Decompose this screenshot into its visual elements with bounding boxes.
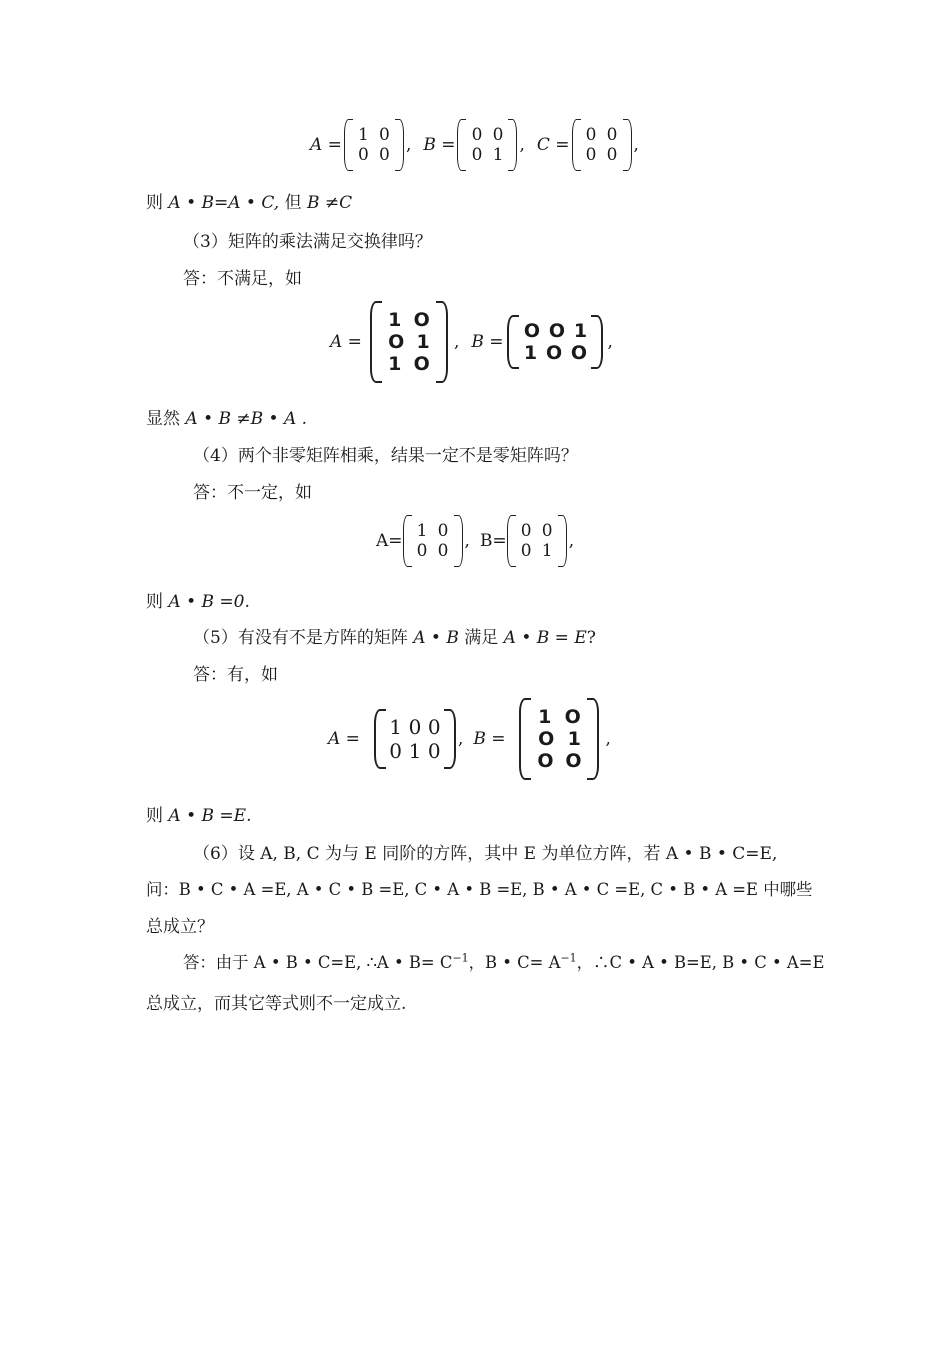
- matrix-cell: 0: [585, 125, 597, 145]
- matrix-cell: 0: [379, 145, 390, 165]
- q5-question: [193, 623, 596, 648]
- q4-b-label: B=: [479, 531, 507, 551]
- q2-conclusion-mid: 但: [284, 193, 302, 213]
- separator: ,: [568, 531, 575, 551]
- q2-c-label: C =: [536, 135, 570, 155]
- matrix-cell: 0: [471, 125, 483, 145]
- q5-answer: 答：有，如: [193, 665, 278, 685]
- q5-matrix-a: [374, 709, 456, 769]
- q2-matrix-b: [457, 119, 517, 171]
- q2-a-label: A =: [310, 135, 342, 155]
- matrix-cell: O: [548, 320, 566, 342]
- q5-conclusion: [146, 801, 251, 826]
- matrix-cell: 0: [492, 125, 504, 145]
- q3-conclusion: [146, 404, 307, 429]
- q4-conclusion-prefix: 则: [146, 592, 163, 612]
- matrix-cell: 1: [408, 739, 422, 763]
- q6-answer-b: ，B • C= A: [468, 953, 561, 972]
- q2-matrix-c: [572, 119, 632, 171]
- separator: ,: [633, 135, 639, 155]
- q5-question-math1: A • B: [413, 628, 459, 648]
- matrix-cell: 1: [567, 728, 581, 750]
- q3-matrix-a: [370, 301, 448, 383]
- matrix-cell: 0: [427, 715, 441, 739]
- matrix-cell: 0: [541, 521, 553, 541]
- separator: ,: [405, 135, 412, 155]
- matrix-cell: O: [565, 750, 582, 772]
- q2-conclusion-prefix: 则: [146, 193, 163, 213]
- q2-equation: [310, 116, 639, 174]
- matrix-cell: O: [537, 750, 554, 772]
- q2-conclusion-math: A • B=A • C,: [168, 193, 280, 213]
- matrix-cell: 0: [389, 739, 402, 763]
- matrix-cell: 0: [585, 145, 597, 165]
- q6-line2: 问：B • C • A =E, A • C • B =E, C • A • B =E, B • A • C =E, C • B • A =E 中哪些: [146, 880, 813, 899]
- q5-question-mid: 满足: [464, 628, 499, 648]
- matrix-cell: 1: [492, 145, 504, 165]
- matrix-cell: 1: [541, 541, 553, 561]
- q6-sup2: −1: [560, 951, 577, 965]
- matrix-cell: 0: [471, 145, 483, 165]
- separator: ,: [605, 729, 611, 749]
- q6-answer-c: ，∴C • A • B=E, B • C • A=E: [576, 953, 825, 972]
- separator: ,: [607, 332, 613, 352]
- matrix-cell: 0: [427, 739, 441, 763]
- q3-matrix-b: [507, 315, 603, 369]
- matrix-cell: O: [545, 342, 563, 364]
- q4-conclusion: [146, 587, 250, 612]
- matrix-cell: 1: [388, 353, 402, 375]
- matrix-cell: 0: [379, 125, 390, 145]
- matrix-cell: O: [570, 342, 588, 364]
- q5-question-prefix: （5）有没有不是方阵的矩阵: [193, 628, 408, 648]
- q6-line1: （6）设 A, B, C 为与 E 同阶的方阵，其中 E 为单位方阵，若 A • B • C=E,: [193, 844, 778, 864]
- q4-a-label: A=: [376, 531, 403, 551]
- q6-answer-line: [183, 949, 824, 973]
- matrix-cell: 0: [358, 145, 369, 165]
- matrix-cell: 1: [416, 521, 428, 541]
- q2-b-label: B =: [423, 135, 456, 155]
- matrix-cell: 0: [437, 521, 449, 541]
- matrix-cell: 0: [606, 145, 618, 165]
- q4-answer: 答：不一定，如: [193, 483, 312, 503]
- matrix-cell: 0: [520, 521, 532, 541]
- matrix-cell: O: [523, 320, 541, 342]
- q6-answer-a: 答：由于 A • B • C=E, ∴A • B= C: [183, 953, 453, 972]
- q5-question-end: ?: [586, 628, 596, 648]
- separator: ,: [457, 729, 464, 749]
- q3-answer: 答：不满足，如: [183, 269, 302, 289]
- q3-conclusion-math: A • B ≠B • A .: [185, 409, 308, 429]
- q2-conclusion: [146, 188, 352, 213]
- matrix-cell: 0: [520, 541, 532, 561]
- q3-a-label: A =: [330, 332, 362, 352]
- q3-conclusion-prefix: 显然: [146, 409, 180, 429]
- q4-matrix-a: [403, 515, 463, 567]
- matrix-cell: 0: [437, 541, 449, 561]
- matrix-cell: 1: [388, 309, 402, 331]
- matrix-cell: 1: [538, 706, 552, 728]
- matrix-cell: 0: [408, 715, 422, 739]
- matrix-cell: O: [413, 353, 430, 375]
- q5-question-math2: A • B = E: [503, 628, 587, 648]
- separator: ,: [453, 332, 460, 352]
- q6-line3: 总成立？: [146, 917, 214, 937]
- matrix-cell: 0: [416, 541, 428, 561]
- q5-a-label: A =: [328, 729, 360, 749]
- matrix-cell: 1: [389, 715, 402, 739]
- q5-equation: [328, 697, 611, 781]
- q6-sup1: −1: [452, 951, 469, 965]
- matrix-cell: 1: [523, 342, 538, 364]
- matrix-cell: O: [388, 331, 405, 353]
- q4-matrix-b: [507, 515, 567, 567]
- matrix-cell: O: [564, 706, 581, 728]
- matrix-cell: 1: [358, 125, 369, 145]
- matrix-cell: 1: [416, 331, 430, 353]
- q4-conclusion-math: A • B =0.: [168, 592, 250, 612]
- matrix-cell: 0: [606, 125, 618, 145]
- q4-question: （4）两个非零矩阵相乘，结果一定不是零矩阵吗？: [193, 446, 578, 466]
- q4-equation: [376, 512, 574, 570]
- q3-question: （3）矩阵的乘法满足交换律吗？: [183, 232, 432, 252]
- separator: ,: [464, 531, 470, 551]
- q5-matrix-b: [519, 698, 599, 780]
- matrix-cell: O: [413, 309, 430, 331]
- q5-b-label: B =: [473, 729, 506, 749]
- q2-conclusion-math2: B ≠C: [306, 193, 353, 213]
- q3-equation: [330, 300, 613, 384]
- q2-matrix-a: [344, 119, 404, 171]
- separator: ,: [519, 135, 525, 155]
- q5-conclusion-prefix: 则: [146, 806, 163, 826]
- matrix-cell: 1: [573, 320, 588, 342]
- q5-conclusion-math: A • B =E.: [168, 806, 252, 826]
- matrix-cell: O: [538, 728, 555, 750]
- q3-b-label: B =: [471, 332, 504, 352]
- q6-line5: 总成立，而其它等式则不一定成立.: [146, 994, 407, 1014]
